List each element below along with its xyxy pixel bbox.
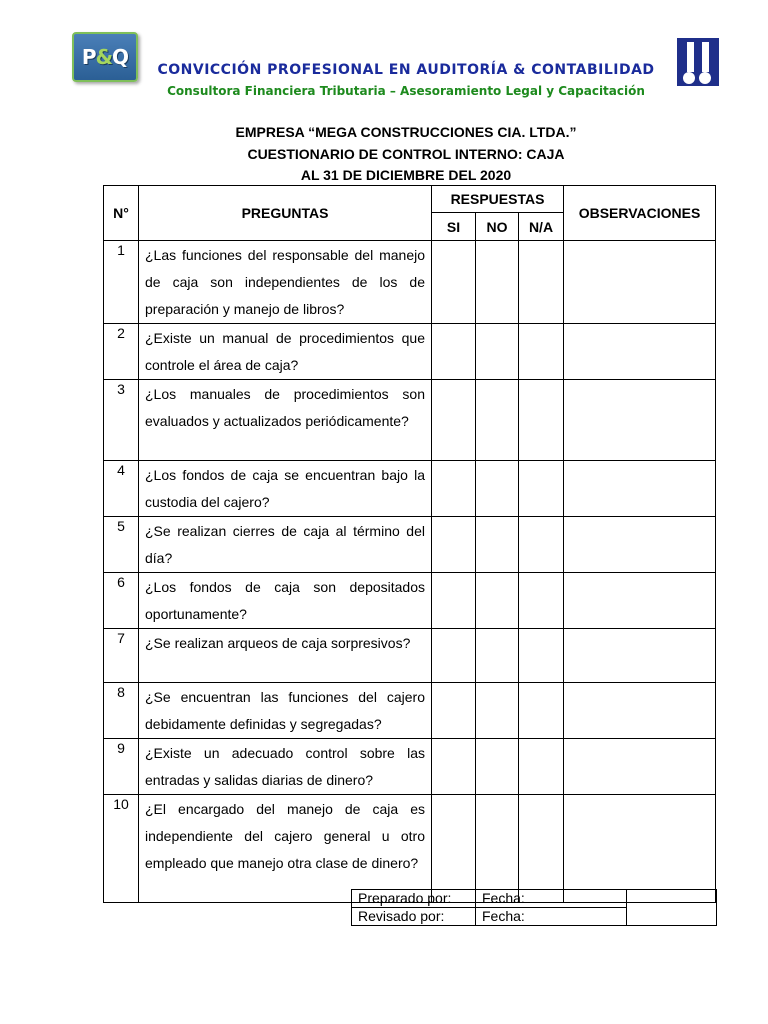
observations-cell[interactable] bbox=[564, 795, 716, 903]
table-row bbox=[104, 739, 716, 795]
header-no: NO bbox=[476, 213, 519, 241]
header-answers: RESPUESTAS bbox=[432, 186, 564, 213]
observations-cell[interactable] bbox=[564, 629, 716, 683]
answer-na-cell[interactable] bbox=[519, 629, 564, 683]
answer-na-cell[interactable] bbox=[519, 324, 564, 380]
answer-no-cell[interactable] bbox=[476, 629, 519, 683]
answer-si-cell[interactable] bbox=[432, 461, 476, 517]
brand-subtitle: Consultora Financiera Tributaria – Asesoramiento Legal y Capacitación bbox=[167, 84, 645, 98]
observations-cell[interactable] bbox=[564, 739, 716, 795]
header-questions: PREGUNTAS bbox=[139, 186, 432, 241]
logo-text: P&Q bbox=[81, 45, 129, 69]
question-text: ¿Se realizan cierres de caja al término del día? bbox=[139, 517, 432, 573]
header-observations: OBSERVACIONES bbox=[564, 186, 716, 241]
document-title: CUESTIONARIO DE CONTROL INTERNO: CAJA bbox=[247, 146, 565, 162]
answer-na-cell[interactable] bbox=[519, 517, 564, 573]
observations-cell[interactable] bbox=[564, 380, 716, 461]
answer-no-cell[interactable] bbox=[476, 683, 519, 739]
header-si: SI bbox=[432, 213, 476, 241]
answer-si-cell[interactable] bbox=[432, 380, 476, 461]
question-number: 7 bbox=[104, 629, 139, 683]
questionnaire-table bbox=[103, 185, 716, 903]
answer-na-cell[interactable] bbox=[519, 380, 564, 461]
question-text: ¿El encargado del manejo de caja es independiente del cajero general u otro empleado que manejo otra clase de dinero? bbox=[139, 795, 432, 903]
answer-na-cell[interactable] bbox=[519, 461, 564, 517]
question-number: 2 bbox=[104, 324, 139, 380]
answer-si-cell[interactable] bbox=[432, 739, 476, 795]
question-number: 1 bbox=[104, 241, 139, 324]
table-row bbox=[104, 683, 716, 739]
table-row bbox=[104, 461, 716, 517]
question-text: ¿Se encuentran las funciones del cajero debidamente definidas y segregadas? bbox=[139, 683, 432, 739]
question-text: ¿Existe un adecuado control sobre las entradas y salidas diarias de dinero? bbox=[139, 739, 432, 795]
company-name: EMPRESA “MEGA CONSTRUCCIONES CIA. LTDA.” bbox=[235, 124, 577, 140]
answer-si-cell[interactable] bbox=[432, 573, 476, 629]
prepared-by-label: Preparado por: bbox=[352, 890, 476, 908]
signature-box[interactable] bbox=[627, 890, 717, 926]
header-num: N° bbox=[104, 186, 139, 241]
question-number: 5 bbox=[104, 517, 139, 573]
question-number: 6 bbox=[104, 573, 139, 629]
answer-no-cell[interactable] bbox=[476, 380, 519, 461]
table-row bbox=[104, 629, 716, 683]
question-number: 10 bbox=[104, 795, 139, 903]
answer-no-cell[interactable] bbox=[476, 324, 519, 380]
answer-no-cell[interactable] bbox=[476, 241, 519, 324]
answer-na-cell[interactable] bbox=[519, 795, 564, 903]
header-na: N/A bbox=[519, 213, 564, 241]
answer-na-cell[interactable] bbox=[519, 241, 564, 324]
observations-cell[interactable] bbox=[564, 241, 716, 324]
signature-table bbox=[351, 889, 717, 926]
answer-si-cell[interactable] bbox=[432, 683, 476, 739]
answer-no-cell[interactable] bbox=[476, 461, 519, 517]
observations-cell[interactable] bbox=[564, 683, 716, 739]
answer-no-cell[interactable] bbox=[476, 739, 519, 795]
answer-si-cell[interactable] bbox=[432, 517, 476, 573]
table-row bbox=[104, 324, 716, 380]
question-number: 3 bbox=[104, 380, 139, 461]
table-row bbox=[104, 573, 716, 629]
answer-no-cell[interactable] bbox=[476, 517, 519, 573]
reviewed-date-label: Fecha: bbox=[476, 908, 627, 926]
prepared-date-label: Fecha: bbox=[476, 890, 627, 908]
questionnaire-body bbox=[104, 241, 716, 903]
question-text: ¿Se realizan arqueos de caja sorpresivos? bbox=[139, 629, 432, 683]
question-text: ¿Existe un manual de procedimientos que controle el área de caja? bbox=[139, 324, 432, 380]
document-date: AL 31 DE DICIEMBRE DEL 2020 bbox=[300, 167, 512, 183]
question-text: ¿Los fondos de caja se encuentran bajo la custodia del cajero? bbox=[139, 461, 432, 517]
observations-cell[interactable] bbox=[564, 573, 716, 629]
question-number: 4 bbox=[104, 461, 139, 517]
answer-na-cell[interactable] bbox=[519, 573, 564, 629]
question-number: 8 bbox=[104, 683, 139, 739]
brand-title: CONVICCIÓN PROFESIONAL EN AUDITORÍA & CONTABILIDAD bbox=[157, 62, 655, 78]
answer-si-cell[interactable] bbox=[432, 629, 476, 683]
question-number: 9 bbox=[104, 739, 139, 795]
table-row bbox=[104, 795, 716, 903]
answer-na-cell[interactable] bbox=[519, 683, 564, 739]
answer-si-cell[interactable] bbox=[432, 324, 476, 380]
answer-no-cell[interactable] bbox=[476, 573, 519, 629]
answer-si-cell[interactable] bbox=[432, 795, 476, 903]
observations-cell[interactable] bbox=[564, 324, 716, 380]
answer-si-cell[interactable] bbox=[432, 241, 476, 324]
reviewed-by-label: Revisado por: bbox=[352, 908, 476, 926]
table-row bbox=[104, 517, 716, 573]
question-text: ¿Los manuales de procedimientos son evaluados y actualizados periódicamente? bbox=[139, 380, 432, 461]
answer-no-cell[interactable] bbox=[476, 795, 519, 903]
answer-na-cell[interactable] bbox=[519, 739, 564, 795]
question-text: ¿Las funciones del responsable del manejo de caja son independientes de los de preparación y manejo de libros? bbox=[139, 241, 432, 324]
observations-cell[interactable] bbox=[564, 461, 716, 517]
question-text: ¿Los fondos de caja son depositados oportunamente? bbox=[139, 573, 432, 629]
table-row bbox=[104, 241, 716, 324]
observations-cell[interactable] bbox=[564, 517, 716, 573]
table-row bbox=[104, 380, 716, 461]
